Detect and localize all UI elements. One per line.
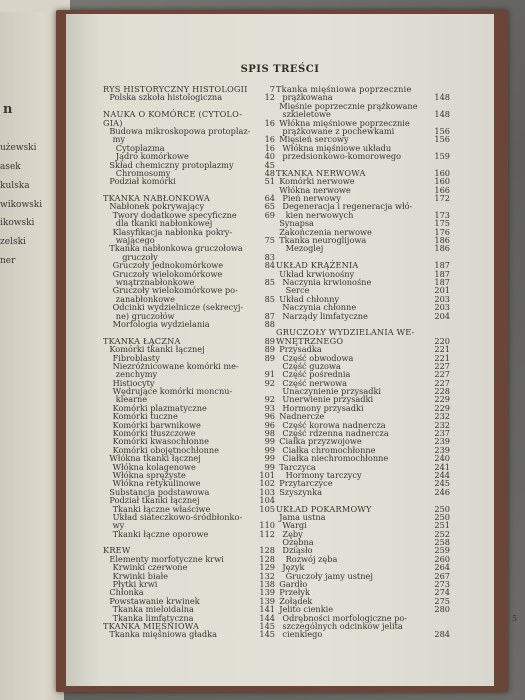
toc-entry-page: 65 xyxy=(264,201,275,212)
toc-entry-page: 203 xyxy=(434,293,450,304)
toc-entry-title: UKŁAD POKARMOWY xyxy=(276,503,372,514)
toc-entry-title: Tkanki łączne właściwe xyxy=(112,503,211,514)
toc-entry-page: 260 xyxy=(434,553,450,564)
toc-entry-title: Odrębności morfologiczne po- xyxy=(282,612,408,623)
toc-entry-page: 103 xyxy=(259,486,275,497)
toc-entry-title: Gruczoły jednokomórkowe xyxy=(112,260,224,271)
toc-entry-title: Substancja podstawowa xyxy=(109,486,210,497)
toc-entry-page: 139 xyxy=(259,587,275,598)
toc-entry-title: Przełyk xyxy=(279,587,311,598)
toc-entry-title: Zęby xyxy=(282,528,303,539)
toc-entry-page: 93 xyxy=(264,402,275,413)
toc-entry-title: Ciałka niechromochłonne xyxy=(282,453,389,464)
toc-entry-page: 85 xyxy=(264,276,275,287)
toc-entry-page: 148 xyxy=(434,109,450,120)
toc-entry-page: 7 xyxy=(269,84,275,94)
toc-entry-title: Pień nerwowy xyxy=(282,193,341,204)
toc-entry-title: Ozębna xyxy=(282,537,314,548)
toc-entry-title: Komórki plazmatyczne xyxy=(112,402,207,413)
toc-entry-title: dla tkanki nabłonkowej xyxy=(115,218,213,229)
toc-entry-title: RYS HISTORYCZNY HISTOLOGII xyxy=(103,84,248,94)
toc-entry-page: 187 xyxy=(434,260,450,271)
toc-entry-title: zenchymy xyxy=(115,369,158,380)
toc-entry-title: Tkanka nabłonkowa gruczołowa xyxy=(109,243,243,254)
toc-entry-title: Część obwodowa xyxy=(282,352,354,363)
toc-entry-page: 229 xyxy=(434,394,450,405)
toc-entry-title: Rozwój zęba xyxy=(285,553,338,564)
toc-entry-title: cienkiego xyxy=(282,629,323,640)
toc-entry-title: Włókna mięśniowe poprzecznie xyxy=(279,117,410,128)
toc-entry xyxy=(276,629,450,640)
toc-entry-title: Krwinki białe xyxy=(112,570,168,581)
toc-entry-title: Część pośrednia xyxy=(282,369,351,380)
toc-entry-title: Ciałka przyzwojowe xyxy=(279,436,362,447)
toc-entry-title: Komórki tuczne xyxy=(112,411,178,422)
toc-entry-title: Włókna nerwowe xyxy=(279,184,351,195)
left-page-fragment: n xyxy=(3,102,13,117)
toc-right-column xyxy=(276,84,450,640)
toc-entry-page: 160 xyxy=(434,176,450,187)
toc-entry-page: 187 xyxy=(434,268,450,279)
toc-entry-page: 239 xyxy=(434,436,450,447)
toc-entry-page: 232 xyxy=(434,419,450,430)
toc-entry-title: Skład chemiczny protoplazmy xyxy=(109,159,234,170)
toc-entry-title: Hormony przysadki xyxy=(282,402,364,413)
toc-entry-page: 85 xyxy=(264,293,275,304)
toc-entry-page: 186 xyxy=(434,235,450,246)
toc-entry-title: Podział komórki xyxy=(109,176,176,187)
toc-entry-title: Unerwienie przysadki xyxy=(282,394,374,405)
toc-entry-page: 16 xyxy=(264,134,275,145)
toc-entry-page: 201 xyxy=(434,285,450,296)
toc-entry xyxy=(276,151,450,162)
toc-entry-page: 12 xyxy=(264,92,275,103)
toc-entry-title: Nadnercze xyxy=(279,411,325,422)
toc-entry-page: 274 xyxy=(434,587,450,598)
toc-entry-page: 139 xyxy=(259,595,275,606)
toc-entry xyxy=(103,92,275,103)
toc-entry-title: Tkanka mieloidalna xyxy=(112,604,194,615)
left-page-fragment: zelski xyxy=(0,237,26,247)
toc-entry-title: Hormony tarczycy xyxy=(285,469,362,480)
toc-entry-title: Płytki krwi xyxy=(112,579,158,590)
toc-entry-title: Gruczoły wielokomórkowe po- xyxy=(112,285,238,296)
toc-entry-page: 239 xyxy=(434,444,450,455)
toc-entry-title: Zakończenia nerwowe xyxy=(279,226,372,237)
toc-entry-title: Część guzowa xyxy=(282,360,341,371)
toc-entry-page: 83 xyxy=(264,251,275,262)
toc-entry-title: wającego xyxy=(115,235,155,246)
toc-entry xyxy=(276,243,450,254)
toc-entry-title: Elementy morfotyczne krwi xyxy=(109,553,224,564)
toc-entry-page: 273 xyxy=(434,579,450,590)
toc-entry-title: kien nerwowych xyxy=(285,209,354,220)
toc-entry-page: 145 xyxy=(259,621,275,631)
toc-entry-page: 16 xyxy=(264,142,275,153)
toc-entry-page: 51 xyxy=(264,176,275,187)
toc-entry-page: 244 xyxy=(434,469,450,480)
toc-entry-page: 250 xyxy=(434,503,450,514)
toc-entry-title: WNĘTRZNEGO xyxy=(276,335,344,346)
toc-entry-page: 186 xyxy=(434,243,450,254)
toc-entry xyxy=(103,513,263,521)
toc-entry-page: 105 xyxy=(259,503,275,514)
toc-entry-page: 258 xyxy=(434,537,450,548)
toc-entry-page: 229 xyxy=(434,402,450,413)
left-page-fragment: ikowski xyxy=(0,218,35,228)
toc-entry-page: 110 xyxy=(259,520,275,531)
toc-entry-page: 245 xyxy=(434,478,450,489)
toc-entry-title: Gruczoły wielokomórkowe xyxy=(112,268,223,279)
toc-entry-page: 166 xyxy=(434,184,450,195)
toc-entry-page: 129 xyxy=(259,562,275,573)
toc-entry-page: 175 xyxy=(434,218,450,229)
toc-entry-title: Gardło xyxy=(279,579,308,590)
toc-entry-title: Układ krwionośny xyxy=(279,268,355,279)
left-page-fragment: asek xyxy=(0,162,21,172)
toc-entry-page: 275 xyxy=(434,595,450,606)
toc-entry-title: Unaczynienie przysadki xyxy=(282,386,382,397)
toc-entry-page: 141 xyxy=(259,604,275,615)
toc-entry-title: Cytoplazma xyxy=(115,142,165,153)
toc-entry-page: 87 xyxy=(264,310,275,321)
toc-entry-title: Synapsa xyxy=(279,218,314,229)
toc-entry-title: Komórki obojętnochłonne xyxy=(112,444,220,455)
toc-entry-title: Komórki kwasochłonne xyxy=(112,436,210,447)
toc-entry-title: TKANKA ŁĄCZNA xyxy=(103,335,181,346)
toc-entry-title: Twory dodatkowe specyficzne xyxy=(112,209,237,220)
toc-entry-title: Komórki barwnikowe xyxy=(112,419,201,430)
toc-entry-page: 246 xyxy=(434,486,450,497)
toc-entry-page: 160 xyxy=(434,167,450,178)
toc-entry-title: Włókna kolagenowe xyxy=(112,461,196,472)
toc-entry-title: Odcinki wydzielnicze (sekrecyj- xyxy=(112,302,244,313)
toc-entry-title: Żołądek xyxy=(279,595,313,606)
toc-entry-title: prążkowana xyxy=(282,92,333,103)
toc-entry-title: Język xyxy=(282,562,305,573)
toc-entry-title: Tarczyca xyxy=(279,461,316,472)
toc-entry-page: 264 xyxy=(434,562,450,573)
toc-entry-page: 89 xyxy=(264,344,275,355)
toc-entry-title: Jama ustna xyxy=(279,511,326,522)
toc-entry-page: 227 xyxy=(434,377,450,388)
toc-entry-page: 241 xyxy=(434,461,450,472)
toc-entry-title: Narządy limfatyczne xyxy=(282,310,368,321)
toc-entry-title: zanabłonkowe xyxy=(115,293,175,304)
toc-entry-page: 284 xyxy=(434,629,450,640)
toc-entry-title: Dziąsło xyxy=(282,545,313,556)
toc-entry-title: Fibroblasty xyxy=(112,352,160,363)
toc-entry-page: 221 xyxy=(434,352,450,363)
toc-entry-title: Histiocyty xyxy=(112,377,155,388)
toc-entry-page: 64 xyxy=(264,193,275,204)
toc-entry-page: 148 xyxy=(434,92,450,103)
toc-entry-title: Komórki nerwowe xyxy=(279,176,355,187)
toc-entry-page: 221 xyxy=(434,344,450,355)
toc-entry-title: Serce xyxy=(285,285,310,296)
toc-entry-title: Układ chłonny xyxy=(279,293,340,304)
toc-entry-title: Tkanka mięśniowa gładka xyxy=(109,629,218,640)
toc-entry-title: NAUKA O KOMÓRCE (CYTOLO- xyxy=(103,109,243,120)
toc-entry-page: 99 xyxy=(264,453,275,464)
toc-entry xyxy=(276,310,450,321)
toc-entry-page: 91 xyxy=(264,369,275,380)
toc-entry-page: 99 xyxy=(264,444,275,455)
toc-entry xyxy=(103,176,275,187)
toc-entry xyxy=(276,486,450,497)
toc-entry xyxy=(103,110,263,118)
toc-entry-title: Część rdzenna nadnercza xyxy=(282,428,389,439)
toc-entry-page: 99 xyxy=(264,436,275,447)
toc-entry-title: Nabłonek pokrywający xyxy=(109,201,205,212)
toc-entry-page: 176 xyxy=(434,226,450,237)
toc-entry-page: 232 xyxy=(434,411,450,422)
toc-entry-title: GIA) xyxy=(103,117,123,128)
toc-entry-page: 101 xyxy=(259,469,275,480)
toc-entry-page: 159 xyxy=(434,151,450,162)
toc-entry-title: UKŁAD KRĄŻENIA xyxy=(276,260,359,271)
toc-entry-page: 112 xyxy=(259,528,275,539)
page-number: 5 xyxy=(512,614,518,623)
toc-entry-page: 251 xyxy=(434,520,450,531)
toc-entry-page: 45 xyxy=(264,159,275,170)
toc-entry-title: Część nerwowa xyxy=(282,377,348,388)
toc-entry-title: Jądro komórkowe xyxy=(115,151,189,162)
toc-entry-page: 227 xyxy=(434,360,450,371)
toc-entry xyxy=(103,629,275,640)
toc-entry-title: wy xyxy=(112,520,125,531)
toc-entry-page: 132 xyxy=(259,570,275,581)
toc-entry-page: 220 xyxy=(434,335,450,346)
toc-entry-page: 145 xyxy=(259,629,275,640)
toc-entry-page: 98 xyxy=(264,428,275,439)
toc-entry xyxy=(103,127,263,135)
toc-entry-title: Układ siateczkowo-śródbłonko- xyxy=(112,511,243,522)
toc-entry-page: 259 xyxy=(434,545,450,556)
toc-entry-title: Powstawanie krwinek xyxy=(109,595,200,606)
toc-entry-title: Przytarczyce xyxy=(279,478,333,489)
toc-entry-page: 92 xyxy=(264,377,275,388)
toc-entry-title: Podział tkanki łącznej xyxy=(109,495,200,506)
toc-entry-title: szczególnych odcinków jelita xyxy=(282,621,403,631)
toc-entry xyxy=(103,318,275,329)
toc-entry-page: 16 xyxy=(264,117,275,128)
toc-entry-title: Włókna retykulinowe xyxy=(112,478,201,489)
toc-entry-page: 156 xyxy=(434,125,450,136)
toc-entry-title: Mięśnie poprzecznie prążkowane xyxy=(279,100,418,111)
toc-entry-title: ne) gruczołów xyxy=(115,310,175,321)
toc-entry-title: Tkanka neuroglijowa xyxy=(279,235,367,246)
toc-entry-title: Krwinki czerwone xyxy=(112,562,188,573)
toc-entry-title: Tkanka mięśniowa poprzecznie xyxy=(276,84,412,94)
toc-entry-page: 75 xyxy=(264,235,275,246)
toc-entry-title: Chromosomy xyxy=(115,167,171,178)
left-page-fragment: kulska xyxy=(0,181,30,191)
toc-entry-title: wnątrznabłonkowe xyxy=(115,276,195,287)
toc-entry-title: TKANKA MIĘŚNIOWA xyxy=(103,621,200,631)
toc-entry-title: przedsionkowo-komorowego xyxy=(282,151,402,162)
toc-entry-title: Wargi xyxy=(282,520,307,531)
toc-entry-title: Część korowa nadnercza xyxy=(282,419,386,430)
toc-entry-page: 138 xyxy=(259,579,275,590)
toc-entry-title: Polska szkoła histologiczna xyxy=(109,92,223,103)
toc-entry-page: 69 xyxy=(264,209,275,220)
toc-entry-title: szkieletowe xyxy=(282,109,331,120)
toc-entry-title: Niezróżnicowane komórki me- xyxy=(112,360,239,371)
toc-entry-title: Jelito cienkie xyxy=(279,604,334,615)
toc-entry-title: Morfologia wydzielania xyxy=(112,318,210,329)
toc-entry-page: 204 xyxy=(434,310,450,321)
toc-entry-page: 128 xyxy=(259,553,275,564)
toc-entry-title: GRUCZOŁY WYDZIELANIA WE- xyxy=(276,327,415,338)
toc-entry-title: Mezoglej xyxy=(285,243,324,254)
toc-entry-page: 89 xyxy=(264,335,275,346)
toc-entry-page: 40 xyxy=(264,151,275,162)
toc-entry-page: 156 xyxy=(434,134,450,145)
toc-entry-page: 203 xyxy=(434,302,450,313)
toc-entry-page: 240 xyxy=(434,453,450,464)
toc-entry-page: 102 xyxy=(259,478,275,489)
toc-entry-page: 172 xyxy=(434,193,450,204)
toc-entry-page: 144 xyxy=(259,612,275,623)
toc-entry-page: 250 xyxy=(434,511,450,522)
toc-entry-page: 227 xyxy=(434,369,450,380)
toc-entry-page: 267 xyxy=(434,570,450,581)
toc-entry-title: Tkanki łączne oporowe xyxy=(112,528,209,539)
toc-entry-title: Komórki tkanki łącznej xyxy=(109,344,205,355)
toc-entry-title: Ciałka chromochłonne xyxy=(282,444,376,455)
left-page-fragment: ner xyxy=(0,256,16,266)
toc-entry-title: Degeneracja i regeneracja włó- xyxy=(282,201,413,212)
toc-entry-page: 252 xyxy=(434,528,450,539)
toc-entry-title: Gruczoły jamy ustnej xyxy=(285,570,373,581)
toc-entry-page: 89 xyxy=(264,352,275,363)
toc-entry-title: Naczynia krwionośne xyxy=(282,276,372,287)
toc-entry-title: Naczynia chłonne xyxy=(282,302,357,313)
toc-entry-page: 84 xyxy=(264,260,275,271)
toc-entry-title: klearne xyxy=(115,394,148,405)
toc-entry-page: 99 xyxy=(264,461,275,472)
toc-entry-title: Klasyfikacja nabłonka pokry- xyxy=(112,226,233,237)
toc-entry-title: Chłonka xyxy=(109,587,144,598)
toc-entry-title: Włókna mięśniowe układu xyxy=(282,142,392,153)
toc-entry-title: prążkowane z pochewkami xyxy=(282,125,395,136)
toc-entry-title: Budowa mikroskopowa protoplaz- xyxy=(109,125,251,136)
toc-entry-title: my xyxy=(112,134,125,145)
toc-entry-page: 104 xyxy=(259,495,275,506)
toc-entry xyxy=(103,528,275,539)
toc-left-column xyxy=(103,84,275,640)
toc-entry-page: 96 xyxy=(264,411,275,422)
toc-entry-title: gruczoły xyxy=(122,251,158,262)
page-title: SPIS TREŚCI xyxy=(240,64,320,75)
left-page-fragment: użewski xyxy=(0,143,37,153)
toc-entry-title: Szyszynka xyxy=(279,486,322,497)
toc-entry-title: TKANKA NERWOWA xyxy=(276,167,366,178)
toc-entry-title: TKANKA NABŁONKOWA xyxy=(103,193,210,204)
toc-entry-title: Komórki tłuszczowe xyxy=(112,428,196,439)
left-page xyxy=(0,0,64,700)
toc-entry-title: Włókna sprężyste xyxy=(112,469,186,480)
toc-entry-page: 237 xyxy=(434,428,450,439)
toc-entry-title: Włókna tkanki łącznej xyxy=(109,453,201,464)
toc-entry-page: 228 xyxy=(434,386,450,397)
toc-entry-title: Przysadka xyxy=(279,344,322,355)
toc-entry-page: 96 xyxy=(264,419,275,430)
toc-entry-page: 88 xyxy=(264,318,275,329)
toc-entry-page: 280 xyxy=(434,604,450,615)
toc-entry-title: Tkanka limfatyczna xyxy=(112,612,194,623)
toc-entry-title: Wędrujące komórki moncnu- xyxy=(112,386,233,397)
left-page-fragment: wikowski xyxy=(0,200,43,210)
toc-entry-page: 92 xyxy=(264,394,275,405)
toc-entry-page: 187 xyxy=(434,276,450,287)
toc-entry-page: 128 xyxy=(259,545,275,556)
toc-entry-page: 48 xyxy=(264,167,275,178)
toc-entry-title: Mięsień sercowy xyxy=(279,134,349,145)
toc-entry-title: KREW xyxy=(103,545,131,556)
toc-entry-page: 173 xyxy=(434,209,450,220)
